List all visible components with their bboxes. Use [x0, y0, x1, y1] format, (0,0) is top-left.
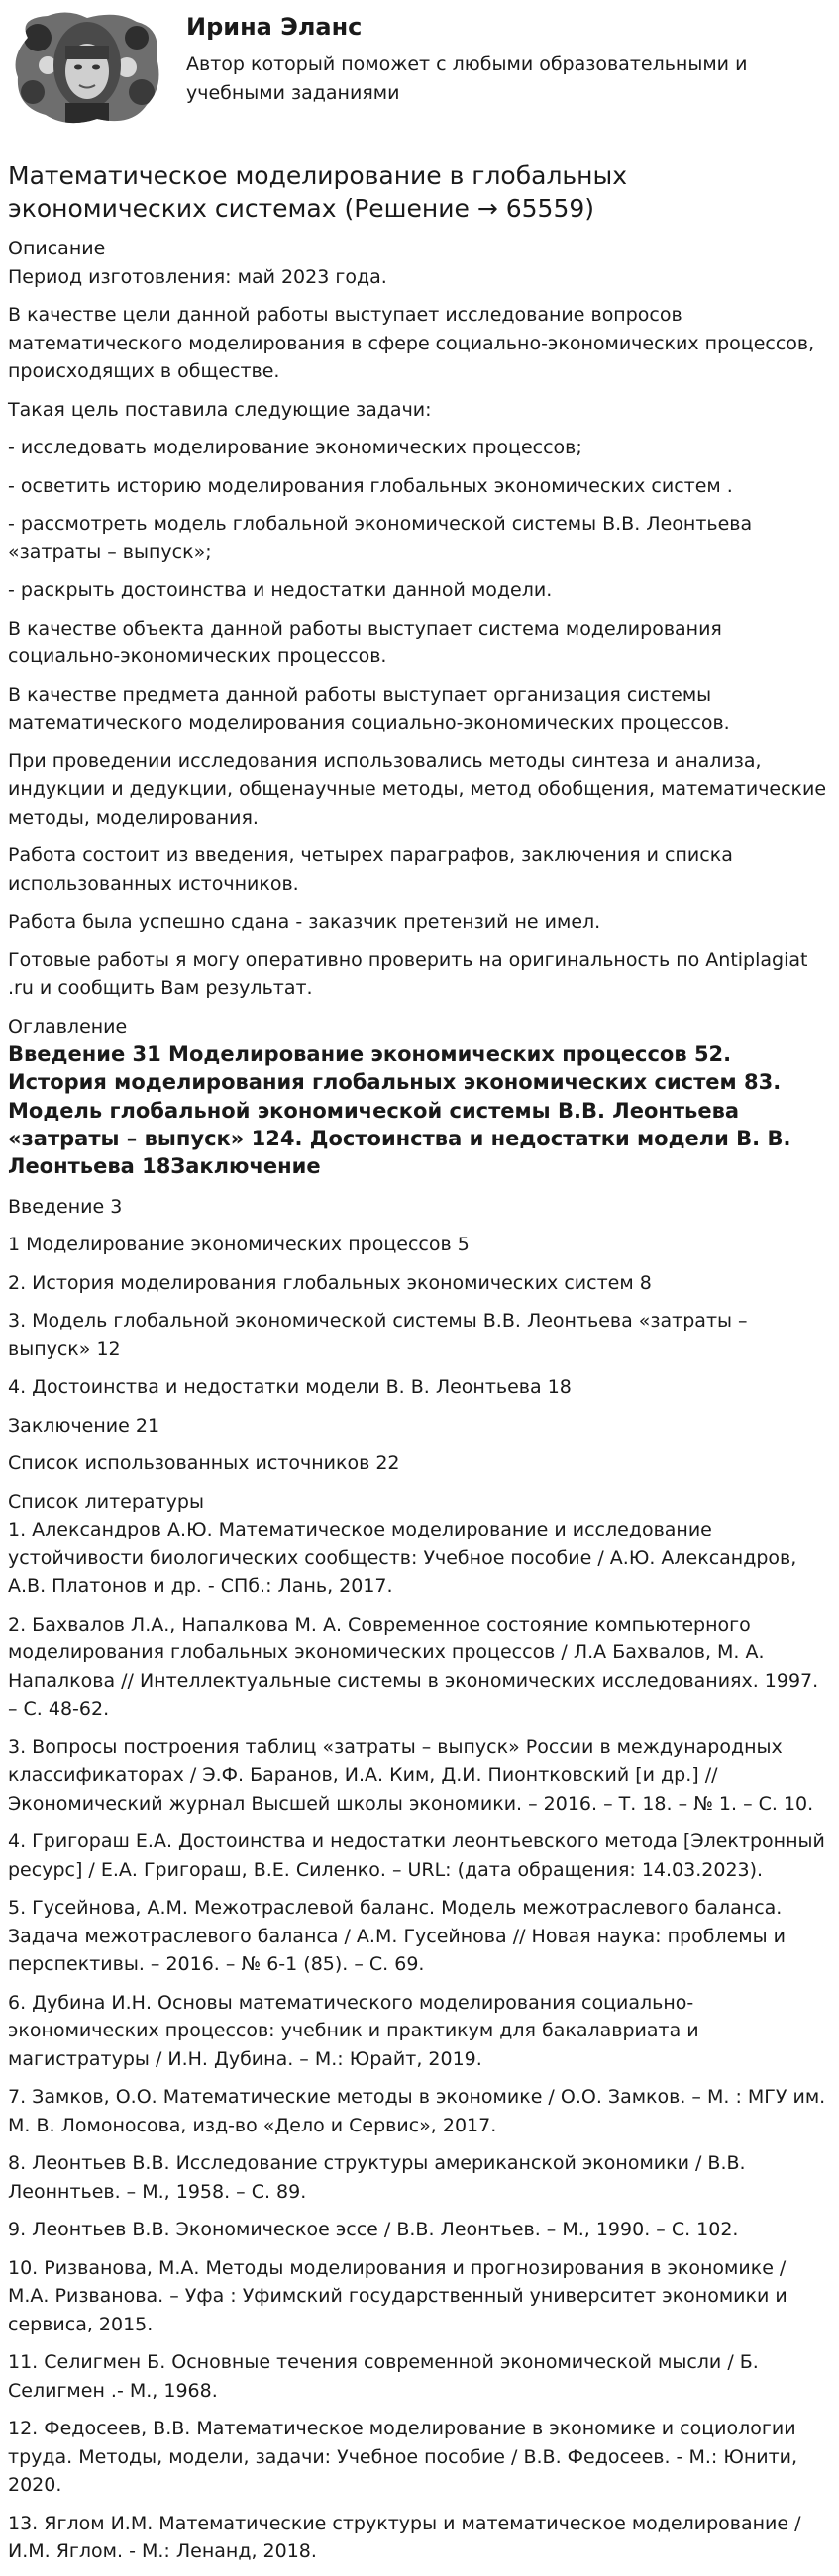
avatar[interactable] — [8, 8, 166, 127]
paragraph: Такая цель поставила следующие задачи: — [8, 398, 432, 421]
author-block — [8, 0, 831, 147]
paragraph: В качестве предмета данной работы выступает организация системы математического моделирования социально-экономических процессов. — [8, 683, 730, 734]
reference-item: 10. Ризванова, М.А. Методы моделирования и прогнозирования в экономике / М.А. Ризванова. – Уфа : Уфимский государственный университет экономики и сервиса, 2015. — [8, 2256, 787, 2335]
reference-item: 6. Дубина И.Н. Основы математического моделирования социально-экономических процессов: учебник и практикум для бакалавриата и магистратуры / И.Н. Дубина. – М.: Юрайт, 2019. — [8, 1991, 699, 2070]
paragraph: - рассмотреть модель глобальной экономической системы В.В. Леонтьева «затраты – выпуск»; — [8, 513, 753, 563]
toc-item: 3. Модель глобальной экономической системы В.В. Леонтьева «затраты – выпуск» 12 — [8, 1310, 748, 1360]
reference-item: 8. Леонтьев В.В. Исследование структуры американской экономики / В.В. Леоннтьев. – М., 1958. – С. 89. — [8, 2152, 746, 2203]
paragraph: Работа была успешно сдана - заказчик претензий не имел. — [8, 911, 601, 933]
reference-item: 11. Селигмен Б. Основные течения современной экономической мысли / Б. Селигмен .- М., 1968. — [8, 2351, 759, 2402]
paragraph: - осветить историю моделирования глобальных экономических систем . — [8, 474, 733, 497]
paragraph: Готовые работы я могу оперативно проверить на оригинальность по Antiplagiat .ru и сообщить Вам результат. — [8, 948, 808, 999]
page-title: Математическое моделирование в глобальных экономических системах (Решение → 65559) — [8, 161, 628, 223]
reference-item: 4. Григораш Е.А. Достоинства и недостатки леонтьевского метода [Электронный ресурс] / Е.А. Григораш, В.Е. Силенко. – URL: (дата обращения: 14.03.2023). — [8, 1831, 825, 1881]
description-label: Описание — [8, 238, 106, 259]
toc-item: 1 Моделирование экономических процессов 5 — [8, 1234, 470, 1256]
toc-label: Оглавление — [8, 1015, 128, 1038]
reference-item: 12. Федосеев, В.В. Математическое моделирование в экономике и социологии труда. Методы, модели, задачи: Учебное пособие / В.В. Федосеев. - М.: Юнити, 2020. — [8, 2418, 798, 2497]
toc-summary: Введение 31 Моделирование экономических процессов 52. История моделирования глобальных экономических систем 83. Модель глобальной экономической системы В.В. Леонтьева «затраты – выпуск» 124. Достоинства и недостатки модели В. В. Леонтьева 18Заключение — [8, 1042, 791, 1179]
paragraph: При проведении исследования использовались методы синтеза и анализа, индукции и дедукции, общенаучные методы, метод обобщения, математические методы, моделирования. — [8, 749, 827, 829]
paragraph: В качестве объекта данной работы выступает система моделирования социально-экономических процессов. — [8, 617, 722, 667]
paragraph: Работа состоит из введения, четырех параграфов, заключения и списка использованных источников. — [8, 844, 733, 895]
references-label: Список литературы — [8, 1490, 204, 1513]
author-description: Автор который поможет с любыми образовательными и учебными заданиями — [186, 53, 748, 104]
avatar-photo-icon — [8, 8, 166, 127]
reference-item: 5. Гусейнова, А.М. Межотраслевой баланс. Модель межотраслевого баланса. Задача межотраслевого баланса / А.М. Гусейнова // Новая наука: проблемы и перспективы. – 2016. – № 6-1 (85). – С. 69. — [8, 1897, 787, 1976]
reference-item: 9. Леонтьев В.В. Экономическое эссе / В.В. Леонтьев. – М., 1990. – С. 102. — [8, 2219, 739, 2241]
toc-item: Список использованных источников 22 — [8, 1452, 400, 1475]
reference-item: 1. Александров А.Ю. Математическое моделирование и исследование устойчивости биологических сообществ: Учебное пособие / А.Ю. Александров, А.В. Платонов и др. - СПб.: Лань, 2017. — [8, 1519, 797, 1598]
reference-item: 3. Вопросы построения таблиц «затраты – выпуск» России в международных классификаторах / Э.Ф. Баранов, И.А. Ким, Д.И. Пионтковский [и др.] // Экономический журнал Высшей школы экономики. – 2016. – Т. 18. – № 1. – С. 10. — [8, 1735, 814, 1815]
reference-item: 13. Яглом И.М. Математические структуры и математическое моделирование / И.М. Яглом. - М.: Ленанд, 2018. — [8, 2512, 801, 2563]
paragraph: - раскрыть достоинства и недостатки данной модели. — [8, 579, 553, 601]
toc-item: 4. Достоинства и недостатки модели В. В. Леонтьева 18 — [8, 1376, 572, 1399]
toc-item: 2. История моделирования глобальных экономических систем 8 — [8, 1271, 652, 1294]
paragraph: - исследовать моделирование экономических процессов; — [8, 437, 582, 458]
toc-item: Введение 3 — [8, 1195, 123, 1218]
author-name[interactable]: Ирина Эланс — [186, 13, 363, 41]
toc-item: Заключение 21 — [8, 1414, 160, 1437]
paragraph: Период изготовления: май 2023 года. — [8, 265, 387, 288]
paragraph: В качестве цели данной работы выступает исследование вопросов математического моделирования в сфере социально-экономических процессов, происходящих в обществе. — [8, 304, 815, 382]
reference-item: 2. Бахвалов Л.А., Напалкова М. А. Современное состояние компьютерного моделирования глобальных экономических процессов / Л.А Бахвалов, М. А. Напалкова // Интеллектуальные системы в экономических исследованиях. 1997. – С. 48-62. — [8, 1613, 819, 1721]
reference-item: 7. Замков, О.О. Математические методы в экономике / О.О. Замков. – М. : МГУ им. М. В. Ломоносова, изд-во «Дело и Сервис», 2017. — [8, 2086, 826, 2136]
